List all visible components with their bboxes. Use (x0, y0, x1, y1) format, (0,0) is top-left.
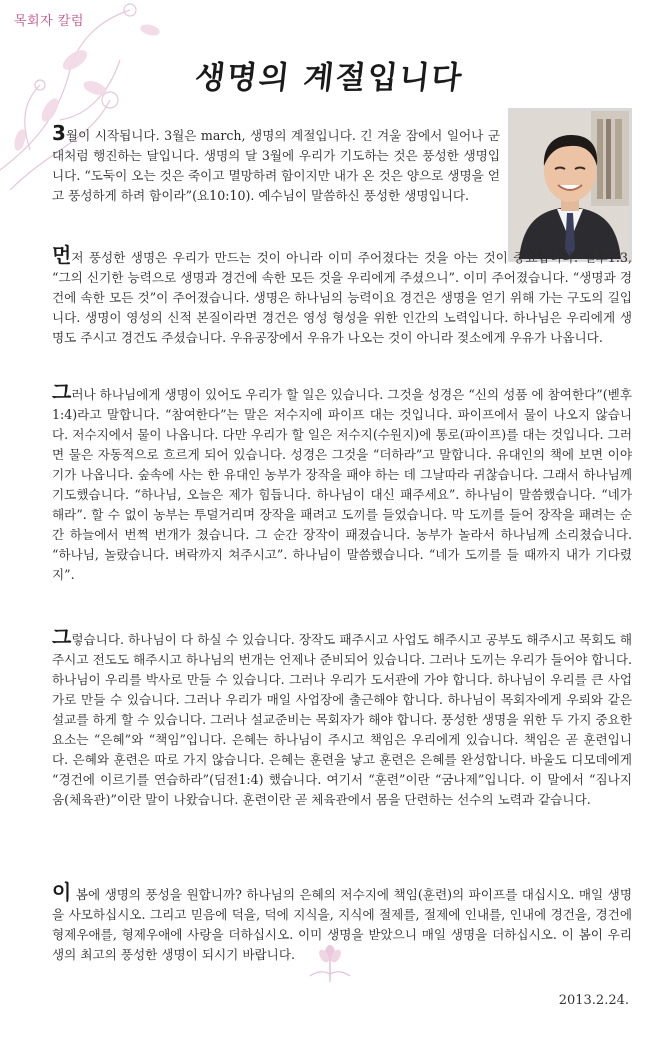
paragraph-4 (52, 625, 632, 810)
paragraph-3-text: 러나 하나님에게 생명이 있어도 우리가 할 일은 있습니다. 그것을 성경은 “신의 성품 에 참여한다”(벧후1:4)라고 말합니다. “참여한다”는 말은 저수지에 파이프 대는 것입니다. 파이프에서 물이 나오지 않습니다. 저수지에서 물이 나옵니다. 다만 우리가 할 일은 저수지(수원지)에 통로(파이프)를 대는 것입니다. 그러면 물은 자동적으로 흐르게 되어 있습니다. 성경은 그것을 “더하라”고 말합니다. 유대인의 책에 보면 이야기가 나옵니다. 숲속에 사는 한 유대인 농부가 장작을 패야 하는 데 그날따라 귀찮습니다. 그래서 하나님께 기도했습니다. “하나님, 오늘은 제가 힘듭니다. 하나님이 대신 패주세요”. 하나님이 말씀했습니다. “네가 해라”. 할 수 없이 농부는 투덜거리며 장작을 패려고 도끼를 들었습니다. 막 도끼를 들어 장작을 패려는 순간 하늘에서 번쩍 번개가 쳤습니다. 그 순간 장작이 패졌습니다. 농부가 놀라서 하나님께 소리쳤습니다. “하나님, 놀랐습니다. 벼락까지 쳐주시고”. 하나님이 말씀했습니다. “네가 도끼를 들 때까지 내가 기다렸지”. (52, 387, 632, 582)
dropcap-3: 그 (52, 380, 72, 404)
dropcap-5: 이 (52, 880, 72, 904)
paragraph-1-text: 월이 시작됩니다. 3월은 march, 생명의 계절입니다. 긴 겨울 잠에서 일어나 군대처럼 행진하는 달입니다. 생명의 달 3월에 우리가 기도하는 것은 풍성한 생명입니다. “도둑이 오는 것은 죽이고 멸망하려 함이지만 내가 온 것은 양으로 생명을 얻고 풍성하게 하려 함이라”(요10:10). 예수님이 말씀하신 풍성한 생명입니다. (52, 128, 500, 203)
paragraph-3 (52, 380, 632, 585)
section-label: 목회자 칼럼 (14, 14, 84, 29)
paragraph-2 (52, 243, 632, 348)
paragraph-5-text: 봄에 생명의 풍성을 원합니까? 하나님의 은혜의 저수지에 책임(훈련)의 파이프를 대십시오. 매일 생명을 사모하십시오. 그리고 믿음에 덕을, 덕에 지식을, 지식에 절제를, 절제에 인내를, 인내에 경건을, 경건에 형제우애를, 형제우애에 사랑을 더하십시오. 이미 생명을 받았으니 매일 생명을 더하십시오. 이 봄이 우리 생의 최고의 풍성한 생명이 되시기 바랍니다. (52, 887, 632, 962)
dropcap-2: 먼 (52, 243, 72, 267)
paragraph-4-text: 렇습니다. 하나님이 다 하실 수 있습니다. 장작도 패주시고 사업도 해주시고 공부도 해주시고 목회도 해주시고 전도도 해주시고 하나님의 번개는 언제나 준비되어 있습니다. 그러나 도끼는 우리가 들어야 합니다. 하나님이 우리를 박사로 만들 수 있습니다. 그러나 우리가 도서관에 가야 합니다. 하나님이 우리를 큰 사업가로 만들 수 있습니다. 그러나 우리가 매일 사업장에 출근해야 합니다. 하나님이 목회자에게 우뢰와 같은 설교를 하게 할 수 있습니다. 그러나 설교준비는 목회자가 해야 합니다. 풍성한 생명을 위한 두 가지 중요한 요소는 “은혜”와 “책임”입니다. 은혜는 하나님이 주시고 책임은 우리에게 있습니다. 책임은 곧 훈련입니다. 은혜와 훈련은 따로 가지 않습니다. 은혜는 훈련을 낳고 훈련은 은혜를 완성합니다. 바울도 디모데에게 “경건에 이르기를 연습하라”(딤전1:4) 했습니다. 여기서 “훈련”이란 “굼나제”입니다. 이 말에서 “짐나지움(체육관)”이란 말이 나왔습니다. 훈련이란 곧 체육관에서 몸을 단련하는 선수의 노력과 같습니다. (52, 632, 632, 807)
pastor-portrait (508, 108, 632, 262)
page-title: 생명의 계절입니다 (193, 60, 466, 96)
flower-ornament-icon (300, 944, 360, 984)
portrait-icon (511, 111, 629, 259)
dropcap-1: 3 (52, 121, 66, 145)
paragraph-1 (52, 121, 500, 206)
post-date: 2013.2.24. (558, 993, 629, 1008)
dropcap-4: 그 (52, 625, 72, 649)
paragraph-2-text: 저 풍성한 생명은 우리가 만드는 것이 아니라 이미 주어졌다는 것을 아는 것이 중요합니다. 벧후1:3, “그의 신기한 능력으로 생명과 경건에 속한 모든 것을 우리에게 주셨으니”. 이미 주어졌습니다. “생명과 경건에 속한 모든 것”이 주어졌습니다. 생명은 하나님의 능력이요 경건은 생명을 얻기 위해 가는 구도의 길입니다. 생명이 영성의 신적 본질이라면 경건은 영성 형성을 위한 인간의 노력입니다. 하나님은 우리에게 생명도 주시고 경건도 주셨습니다. 우유공장에서 우유가 나오는 것이 아니라 젖소에게 우유가 나옵니다. (52, 250, 632, 345)
